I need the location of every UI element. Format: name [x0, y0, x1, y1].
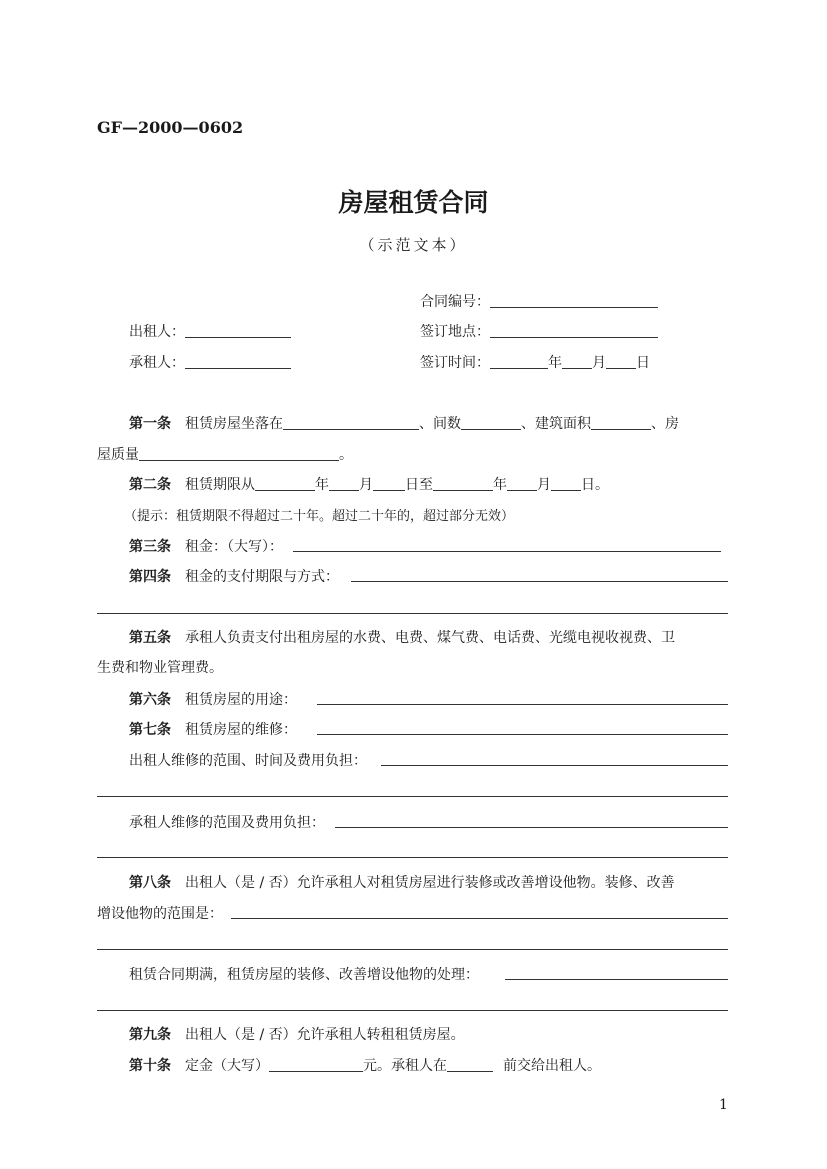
article-10	[129, 1055, 601, 1075]
deposit-amount-blank[interactable]	[269, 1057, 363, 1072]
article-3	[129, 536, 283, 556]
article-7	[129, 719, 297, 739]
lessee-repair-label: 承租人维修的范围及费用负担：	[129, 815, 325, 831]
article-1	[129, 413, 679, 433]
location-blank[interactable]	[283, 415, 419, 430]
payment-blank-line-2[interactable]	[97, 613, 728, 614]
article-6	[129, 689, 297, 709]
start-month-blank[interactable]	[329, 476, 359, 491]
article-1-quality-label: 屋质量	[97, 447, 139, 463]
lessor-repair-blank[interactable]	[381, 765, 728, 766]
year-label: 年	[548, 355, 562, 371]
contract-no-field	[420, 291, 658, 311]
end-day-label: 日。	[581, 477, 609, 493]
article-5-number: 第五条	[129, 630, 171, 646]
expiry-handling-blank-line-2[interactable]	[97, 1010, 728, 1011]
article-10-text-yuan: 元。承租人在	[363, 1058, 447, 1074]
end-year-blank[interactable]	[433, 476, 493, 491]
end-year-label: 年	[493, 477, 507, 493]
sign-place-field	[420, 321, 658, 341]
article-9-text: 出租人（是 / 否）允许承租人转租租赁房屋。	[185, 1027, 465, 1043]
start-month-label: 月	[359, 477, 373, 493]
rent-blank[interactable]	[293, 551, 721, 552]
end-month-label: 月	[537, 477, 551, 493]
lessee-label: 承租人：	[129, 355, 185, 371]
article-2	[129, 474, 609, 494]
article-10-text-end: 前交给出租人。	[503, 1058, 601, 1074]
lessor-blank[interactable]	[185, 323, 291, 338]
contract-no-label: 合同编号：	[420, 294, 490, 310]
article-1-text-location: 租赁房屋坐落在	[185, 416, 283, 432]
article-3-text: 租金：（大写）：	[185, 539, 283, 555]
article-2-text: 租赁期限从	[185, 477, 255, 493]
sign-day-blank[interactable]	[606, 354, 636, 369]
lessor-repair-blank-line-2[interactable]	[97, 796, 728, 797]
area-blank[interactable]	[591, 415, 651, 430]
article-5-line-2: 生费和物业管理费。	[97, 660, 223, 676]
article-5-text: 承租人负责支付出租房屋的水费、电费、煤气费、电话费、光缆电视收视费、卫	[185, 630, 675, 646]
article-1-number: 第一条	[129, 416, 171, 432]
article-1-period: 。	[339, 447, 353, 463]
article-5	[129, 627, 675, 647]
article-8-number: 第八条	[129, 875, 171, 891]
sign-year-blank[interactable]	[490, 354, 548, 369]
deposit-date-blank[interactable]	[447, 1057, 493, 1072]
decoration-scope-blank[interactable]	[231, 918, 728, 919]
article-4-number: 第四条	[129, 569, 171, 585]
document-subtitle: （示范文本）	[359, 236, 468, 254]
start-day-to-label: 日至	[405, 477, 433, 493]
lessee-repair-blank[interactable]	[335, 827, 728, 828]
article-8-text: 出租人（是 / 否）允许承租人对租赁房屋进行装修或改善增设他物。装修、改善	[185, 875, 675, 891]
article-10-number: 第十条	[129, 1058, 171, 1074]
article-7-text: 租赁房屋的维修：	[185, 722, 297, 738]
document-code: GF—2000—0602	[97, 118, 244, 137]
article-8	[129, 872, 675, 892]
sign-time-field	[420, 352, 650, 372]
end-month-blank[interactable]	[507, 476, 537, 491]
sign-time-label: 签订时间：	[420, 355, 490, 371]
contract-no-blank[interactable]	[490, 293, 658, 308]
article-6-text: 租赁房屋的用途：	[185, 692, 297, 708]
start-year-blank[interactable]	[255, 476, 315, 491]
article-7-number: 第七条	[129, 722, 171, 738]
article-1-text-rooms: 、间数	[419, 416, 461, 432]
article-4	[129, 566, 339, 586]
day-label: 日	[636, 355, 650, 371]
month-label: 月	[592, 355, 606, 371]
payment-blank[interactable]	[351, 581, 728, 582]
article-9	[129, 1024, 465, 1044]
quality-blank[interactable]	[139, 446, 339, 461]
sign-place-label: 签订地点：	[420, 324, 490, 340]
article-2-number: 第二条	[129, 477, 171, 493]
usage-blank[interactable]	[317, 704, 728, 705]
end-day-blank[interactable]	[551, 476, 581, 491]
article-8-line-2: 增设他物的范围是：	[97, 906, 223, 922]
lessor-field	[129, 321, 291, 341]
article-6-number: 第六条	[129, 692, 171, 708]
repair-blank[interactable]	[317, 734, 728, 735]
lessee-repair-blank-line-2[interactable]	[97, 857, 728, 858]
expiry-handling-label: 租赁合同期满，租赁房屋的装修、改善增设他物的处理：	[129, 967, 479, 983]
start-day-blank[interactable]	[373, 476, 405, 491]
article-10-text-deposit: 定金（大写）	[185, 1058, 269, 1074]
lessor-repair-label: 出租人维修的范围、时间及费用负担：	[129, 753, 367, 769]
rooms-blank[interactable]	[461, 415, 521, 430]
article-1-text-area: 、建筑面积	[521, 416, 591, 432]
document-title: 房屋租赁合同	[338, 188, 489, 217]
lessee-blank[interactable]	[185, 354, 291, 369]
lessee-field	[129, 352, 291, 372]
article-1-text-end: 、房	[651, 416, 679, 432]
expiry-handling-blank[interactable]	[505, 979, 728, 980]
page-number: 1	[719, 1097, 728, 1113]
article-4-text: 租金的支付期限与方式：	[185, 569, 339, 585]
start-year-label: 年	[315, 477, 329, 493]
sign-place-blank[interactable]	[490, 323, 658, 338]
term-hint: （提示：租赁期限不得超过二十年。超过二十年的，超过部分无效）	[124, 509, 515, 524]
article-9-number: 第九条	[129, 1027, 171, 1043]
article-1-line-2	[97, 444, 353, 464]
decoration-scope-blank-line-2[interactable]	[97, 949, 728, 950]
lessor-label: 出租人：	[129, 324, 185, 340]
sign-month-blank[interactable]	[562, 354, 592, 369]
article-3-number: 第三条	[129, 539, 171, 555]
